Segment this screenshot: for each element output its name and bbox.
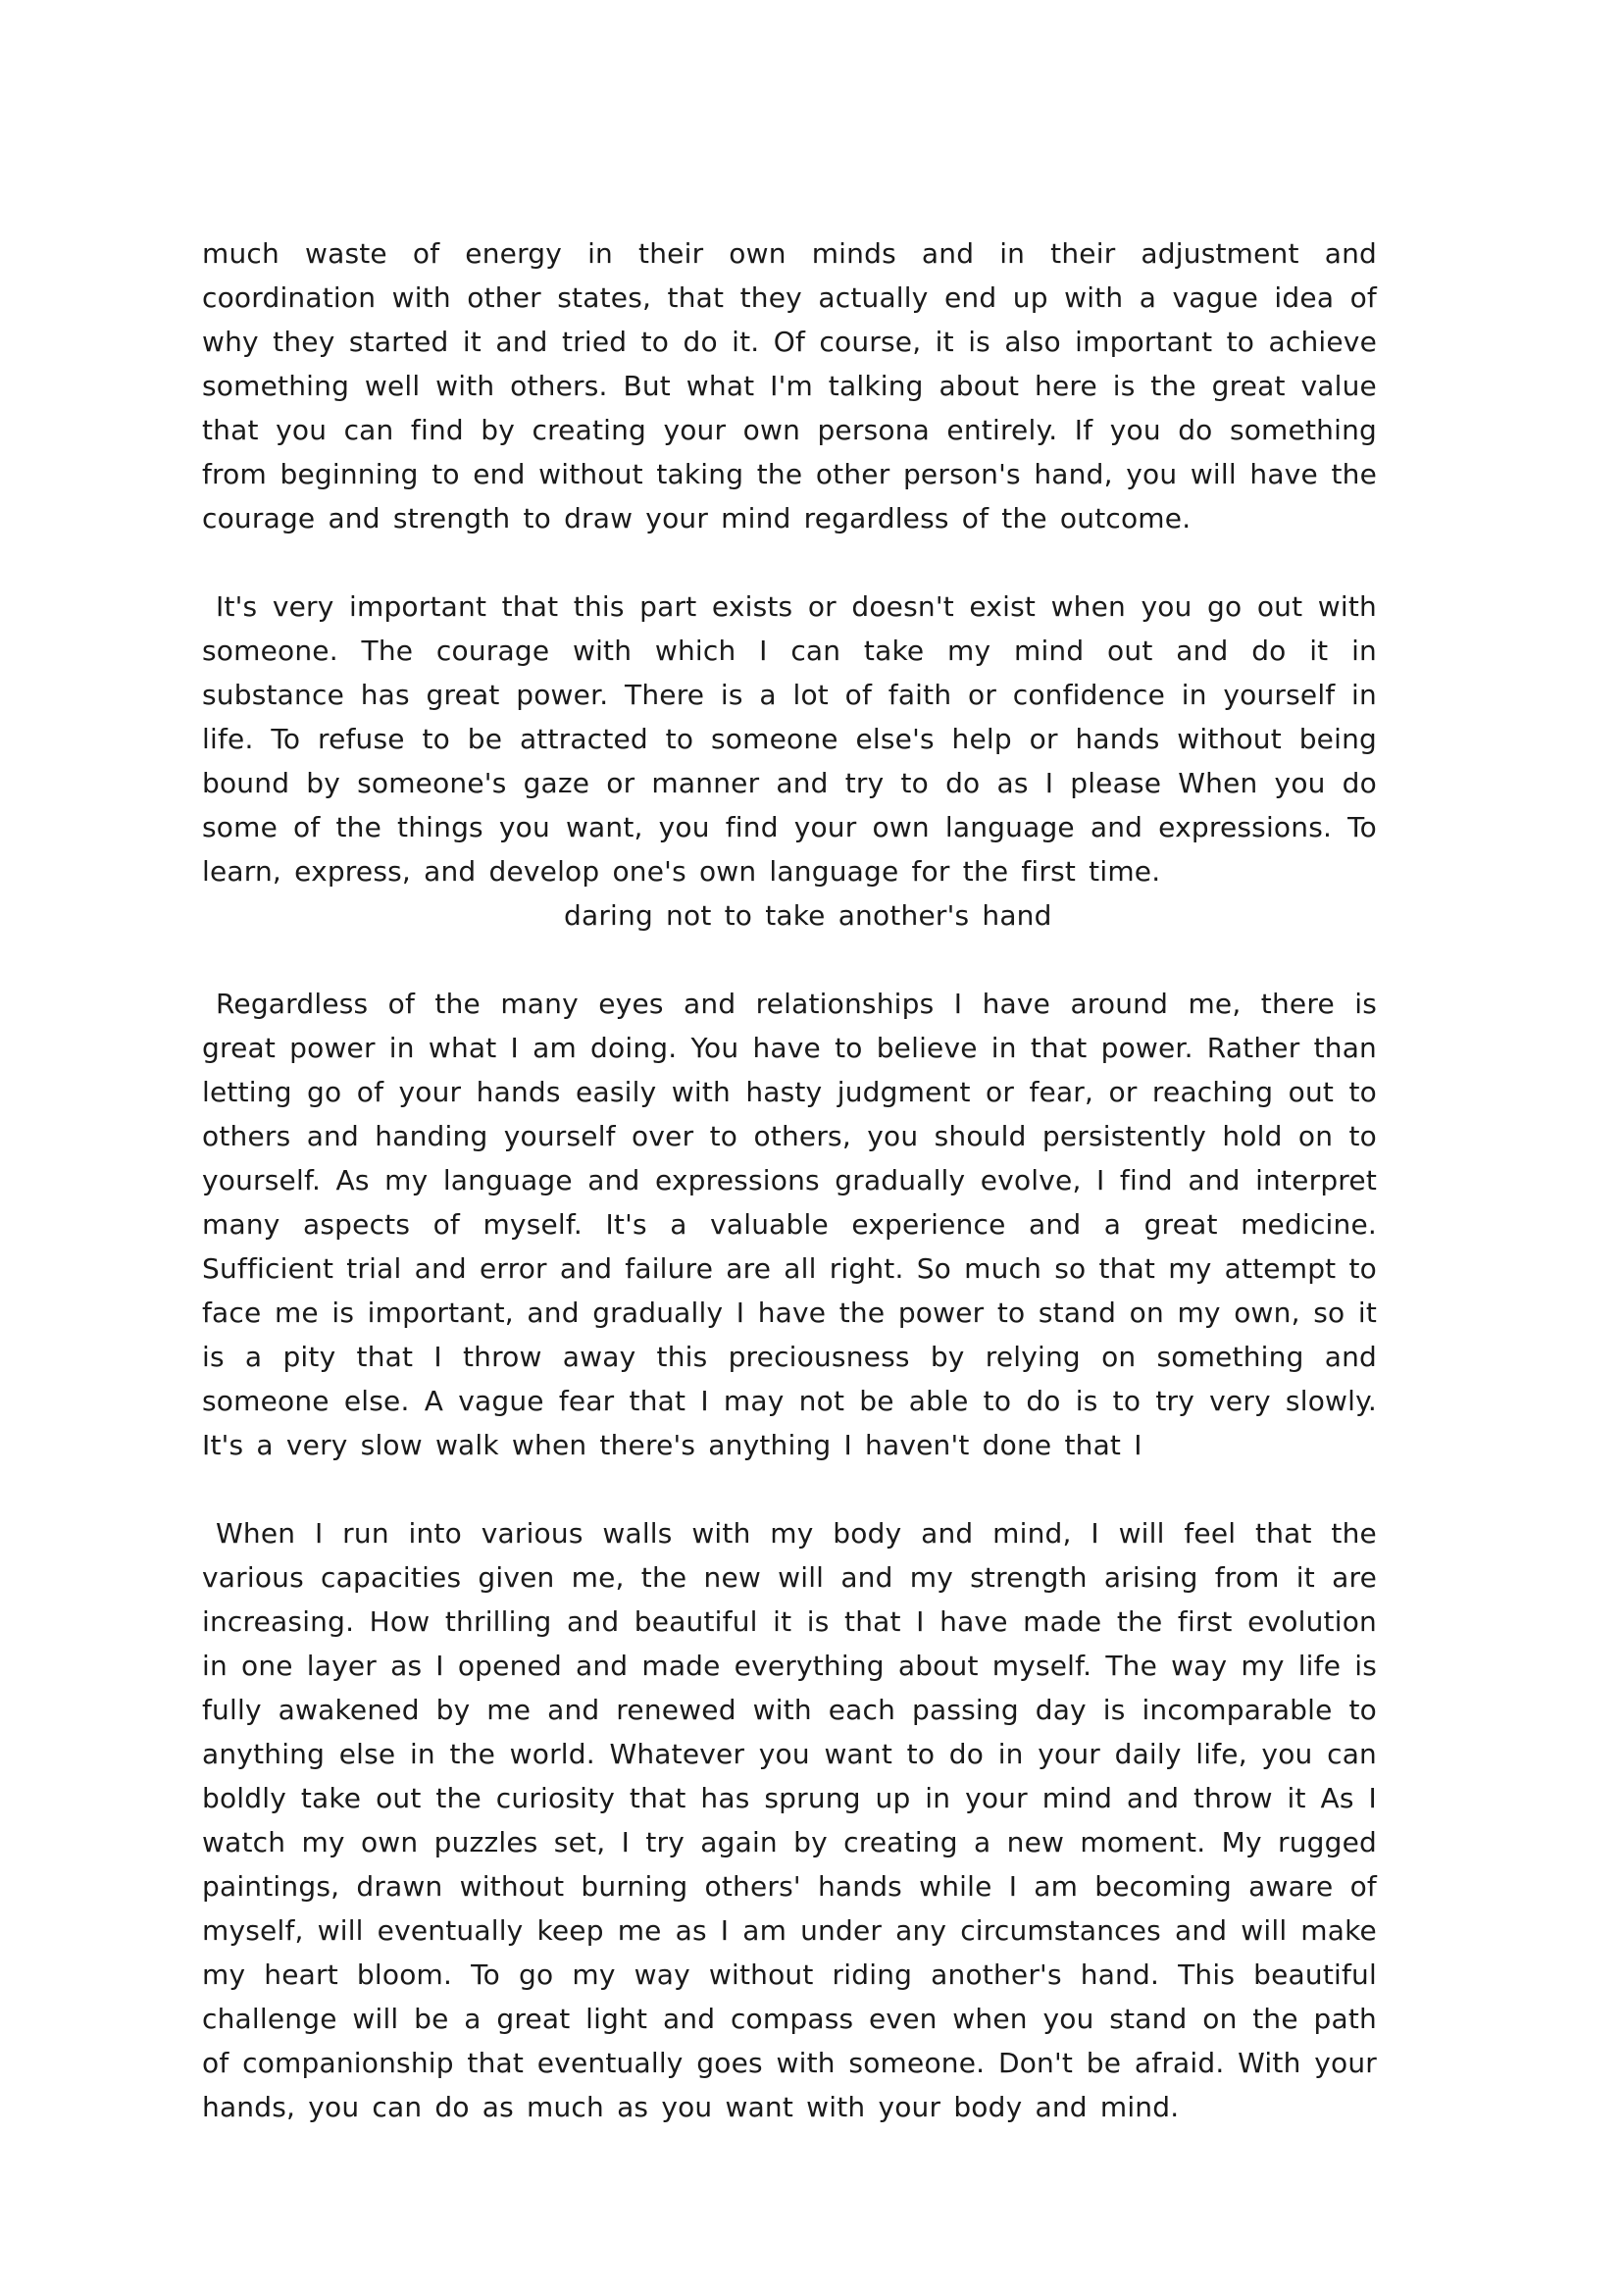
paragraph-2: It's very important that this part exists or doesn't exist when you go out with someone. The courage with which I can take my mind out and do it in substance has great power. There is a lot of faith or confidence in yourself in life. To refuse to be attracted to someone else's help or hands without being bound by someone's gaze or manner and try to do as I please When you do some of the things you want, you find your own language and expressions. To learn, express, and develop one's own language for the first time.: [202, 590, 1377, 888]
paragraph-gap: [202, 938, 1377, 982]
paragraph-4: When I run into various walls with my body and mind, I will feel that the various capacities given me, the new will and my strength arising from it are increasing. How thrilling and beautiful it is that I have made the first evolution in one layer as I opened and made everything about myself. The way my life is fully awakened by me and renewed with each passing day is incomparable to anything else in the world. Whatever you want to do in your daily life, you can boldly take out the curiosity that has sprung up in your mind and throw it As I watch my own puzzles set, I try again by creating a new moment. My rugged paintings, drawn without burning others' hands while I am becoming aware of myself, will eventually keep me as I am under any circumstances and will make my heart bloom. To go my way without riding another's hand. This beautiful challenge will be a great light and compass even when you stand on the path of companionship that eventually goes with someone. Don't be afraid. With your hands, you can do as much as you want with your body and mind.: [202, 1517, 1377, 2123]
paragraph-3: Regardless of the many eyes and relationships I have around me, there is great power in what I am doing. You have to believe in that power. Rather than letting go of your hands easily with hasty judgment or fear, or reaching out to others and handing yourself over to others, you should persistently hold on to yourself. As my language and expressions gradually evolve, I find and interpret many aspects of myself. It's a valuable experience and a great medicine. Sufficient trial and error and failure are all right. So much so that my attempt to face me is important, and gradually I have the power to stand on my own, so it is a pity that I throw away this preciousness by relying on something and someone else. A vague fear that I may not be able to do is to try very slowly. It's a very slow walk when there's anything I haven't done that I: [202, 988, 1377, 1461]
paragraph-gap: [202, 1467, 1377, 1511]
document-page: [202, 231, 1377, 2129]
section-subtitle: daring not to take another's hand: [564, 899, 1052, 932]
paragraph-1: much waste of energy in their own minds and in their adjustment and coordination with other states, that they actually end up with a vague idea of why they started it and tried to do it. Of course, it is also important to achieve something well with others. But what I'm talking about here is the great value that you can find by creating your own persona entirely. If you do something from beginning to end without taking the other person's hand, you will have the courage and strength to draw your mind regardless of the outcome.: [202, 237, 1377, 534]
paragraph-gap: [202, 540, 1377, 585]
